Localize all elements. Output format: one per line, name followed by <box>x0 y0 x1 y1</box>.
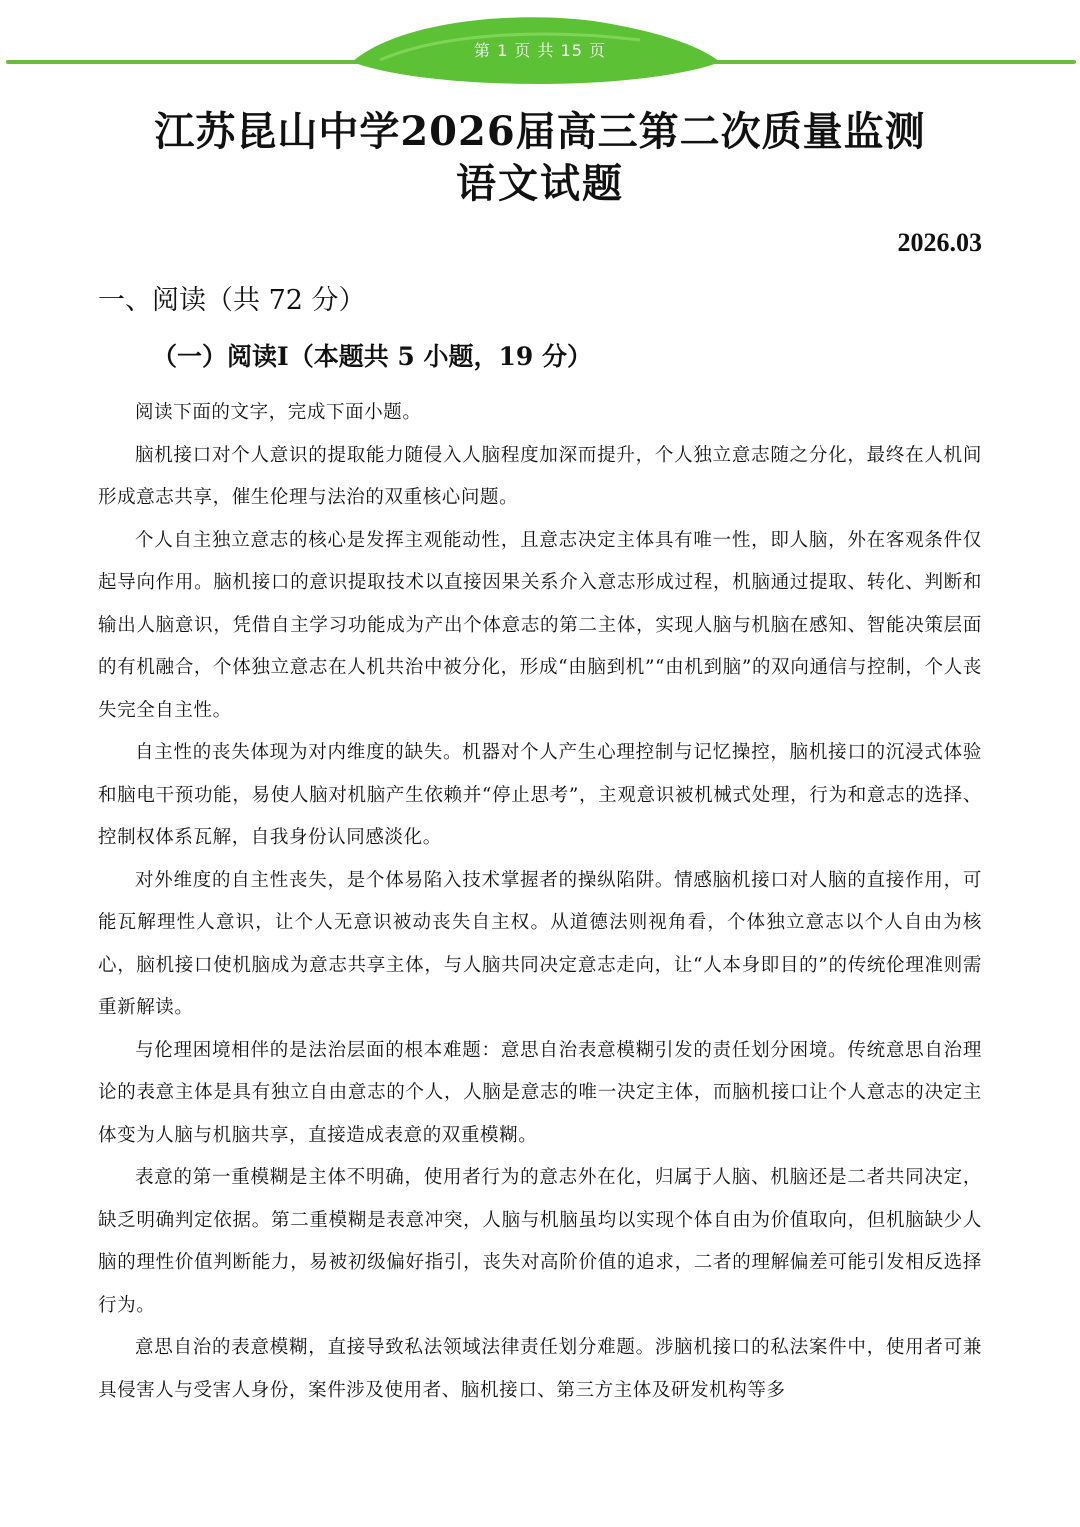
passage-paragraph: 表意的第一重模糊是主体不明确，使用者行为的意志外在化，归属于人脑、机脑还是二者共同决定，缺乏明确判定依据。第二重模糊是表意冲突，人脑与机脑虽均以实现个体自由为价值取向，但机脑缺少人脑的理性价值判断能力，易被初级偏好指引，丧失对高阶价值的追求，二者的理解偏差可能引发相反选择行为。 <box>98 1167 982 1316</box>
exam-title: 江苏昆山中学2026届高三第二次质量监测 <box>154 108 926 155</box>
instruction-paragraph: 阅读下面的文字，完成下面小题。 <box>135 402 422 423</box>
page-number: 第 1 页 共 15 页 <box>474 41 606 60</box>
section-heading: 一、阅读（共 72 分） <box>98 285 366 316</box>
reading-passage <box>98 392 982 1412</box>
subsection-heading: （一）阅读Ⅰ（本题共 5 小题，19 分） <box>152 342 592 371</box>
page-header <box>0 0 1080 90</box>
passage-paragraph: 对外维度的自主性丧失，是个体易陷入技术掌握者的操纵陷阱。情感脑机接口对人脑的直接作用，可能瓦解理性人意识，让个人无意识被动丧失自主权。从道德法则视角看，个体独立意志以个人自由为核心，脑机接口使机脑成为意志共享主体，与人脑共同决定意志走向，让“人本身即目的”的传统伦理准则需重新解读。 <box>98 869 982 1018</box>
passage-paragraph: 与伦理困境相伴的是法治层面的根本难题：意思自治表意模糊引发的责任划分困境。传统意思自治理论的表意主体是具有独立自由意志的个人，人脑是意志的唯一决定主体，而脑机接口让个人意志的决定主体变为人脑与机脑共享，直接造成表意的双重模糊。 <box>98 1039 982 1146</box>
exam-subject: 语文试题 <box>456 160 624 207</box>
passage-paragraph: 自主性的丧失体现为对内维度的缺失。机器对个人产生心理控制与记忆操控，脑机接口的沉浸式体验和脑电干预功能，易使人脑对机脑产生依赖并“停止思考”，主观意识被机械式处理，行为和意志的选择、控制权体系瓦解，自我身份认同感淡化。 <box>98 742 982 848</box>
passage-paragraph: 个人自主独立意志的核心是发挥主观能动性，且意志决定主体具有唯一性，即人脑，外在客观条件仅起导向作用。脑机接口的意识提取技术以直接因果关系介入意志形成过程，机脑通过提取、转化、判断和输出人脑意识，凭借自主学习功能成为产出个体意志的第二主体，实现人脑与机脑在感知、智能决策层面的有机融合，个体独立意志在人机共治中被分化，形成“由脑到机”“由机到脑”的双向通信与控制，个人丧失完全自主性。 <box>98 529 982 721</box>
passage-paragraph: 意思自治的表意模糊，直接导致私法领域法律责任划分难题。涉脑机接口的私法案件中，使用者可兼具侵害人与受害人身份，案件涉及使用者、脑机接口、第三方主体及研发机构等多 <box>98 1337 982 1401</box>
exam-date: 2026.03 <box>897 228 982 257</box>
passage-paragraph: 脑机接口对个人意识的提取能力随侵入人脑程度加深而提升，个人独立意志随之分化，最终在人机间形成意志共享，催生伦理与法治的双重核心问题。 <box>98 444 982 508</box>
title-block <box>0 106 1080 210</box>
